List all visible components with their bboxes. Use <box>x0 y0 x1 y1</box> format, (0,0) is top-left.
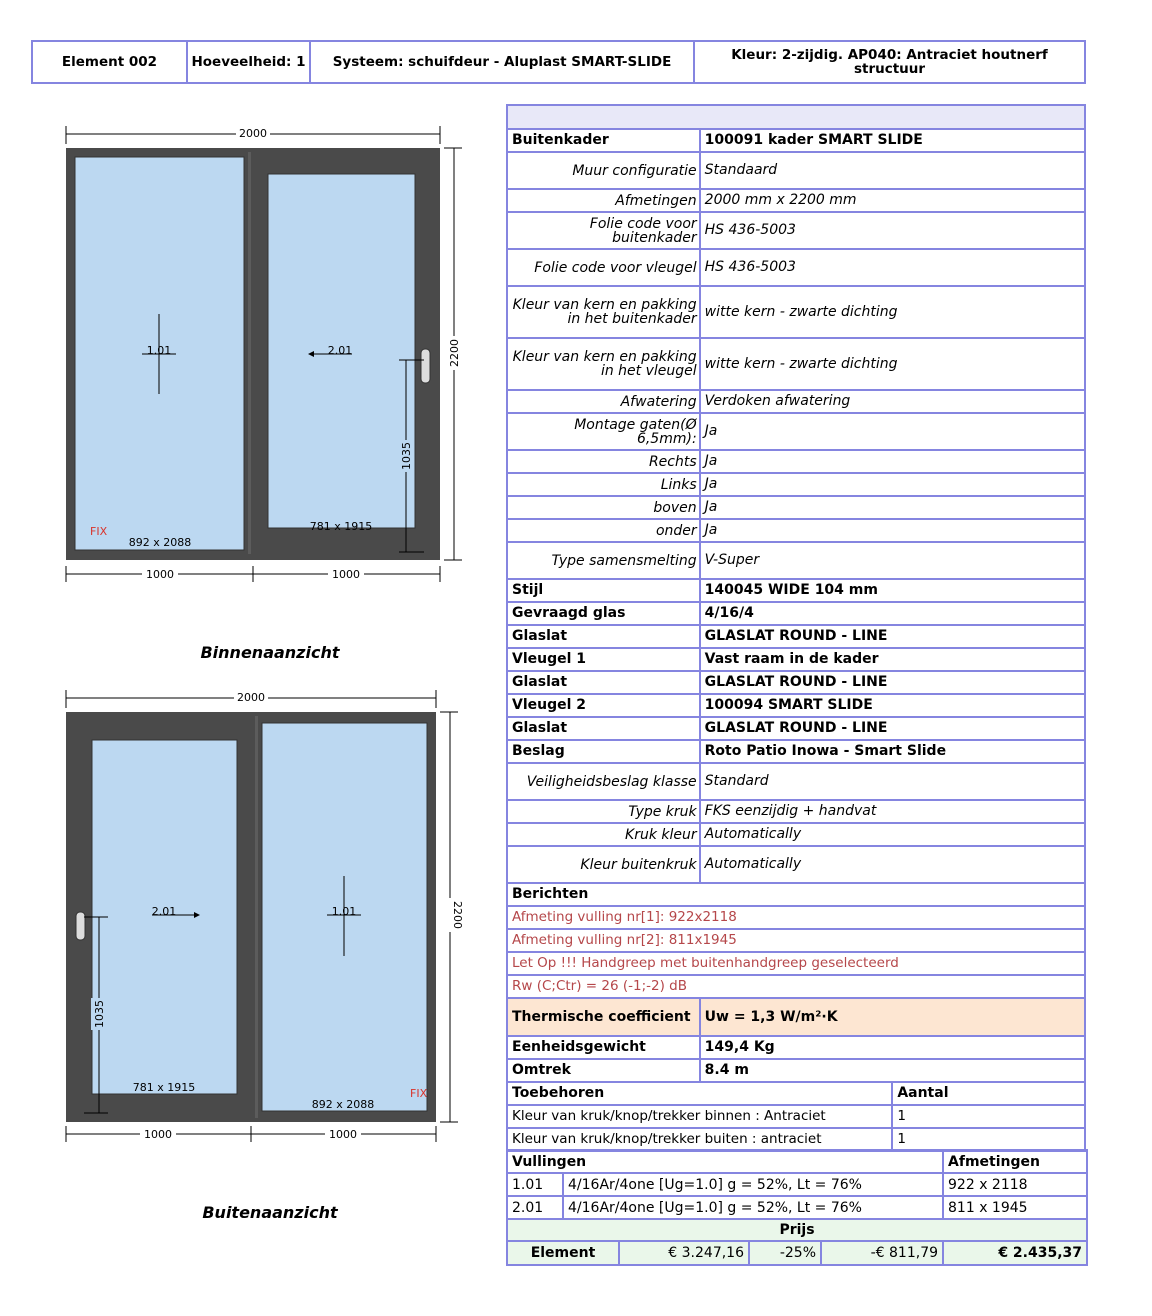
pane1-label: 2.01 <box>151 905 177 918</box>
message-text: Let Op !!! Handgreep met buitenhandgreep geselecteerd <box>507 952 1085 975</box>
spec-top-bar <box>507 105 1085 129</box>
pane2-label: 1.01 <box>331 905 357 918</box>
thermal-value: Uw = 1,3 W/m²·K <box>700 998 1085 1036</box>
spec-value: HS 436-5003 <box>700 249 1085 286</box>
spec-row <box>507 152 1085 189</box>
spec-row <box>507 249 1085 286</box>
spec-key: Type samensmelting <box>507 542 700 579</box>
spec-row <box>507 450 1085 473</box>
spec-row <box>507 671 1085 694</box>
filling-nr: 1.01 <box>507 1173 563 1196</box>
thermal-row <box>507 998 1085 1036</box>
spec-row <box>507 286 1085 338</box>
spec-value: 2000 mm x 2200 mm <box>700 189 1085 212</box>
handle-height: 1035 <box>93 1000 106 1028</box>
spec-row <box>507 496 1085 519</box>
message-text: Rw (C;Ctr) = 26 (-1;-2) dB <box>507 975 1085 998</box>
price-gross: € 3.247,16 <box>619 1241 749 1265</box>
handle-icon <box>76 912 85 940</box>
message-text: Afmeting vulling nr[2]: 811x1945 <box>507 929 1085 952</box>
pane2-label: 2.01 <box>327 344 353 357</box>
message-row <box>507 975 1085 998</box>
spec-value: witte kern - zwarte dichting <box>700 338 1085 390</box>
spec-row <box>507 648 1085 671</box>
filling-dim: 811 x 1945 <box>943 1196 1087 1219</box>
spec-value: Standaard <box>700 152 1085 189</box>
dim-right: 2200 <box>451 901 464 929</box>
spec-key: Kleur van kern en pakking in het vleugel <box>507 338 700 390</box>
spec-value: Automatically <box>700 823 1085 846</box>
spec-row <box>507 473 1085 496</box>
inner-view-caption: Binnenaanzicht <box>200 643 340 662</box>
pane2-size: 781 x 1915 <box>309 520 373 533</box>
spec-key: Folie code voor buitenkader <box>507 212 700 249</box>
element-id: Element 002 <box>33 42 188 82</box>
spec-row <box>507 413 1085 450</box>
thermal-key: Thermische coefficient <box>507 998 700 1036</box>
spec-row <box>507 846 1085 883</box>
spec-row <box>507 542 1085 579</box>
dim-bottom-left: 1000 <box>144 1128 172 1141</box>
spec-row <box>507 579 1085 602</box>
accessory-count: 1 <box>892 1128 1085 1151</box>
filling-dim: 922 x 2118 <box>943 1173 1087 1196</box>
spec-row <box>507 212 1085 249</box>
spec-value: HS 436-5003 <box>700 212 1085 249</box>
spec-value: Automatically <box>700 846 1085 883</box>
spec-value: 100094 SMART SLIDE <box>700 694 1085 717</box>
spec-value: Ja <box>700 519 1085 542</box>
spec-key: Beslag <box>507 740 700 763</box>
accessories-title: Toebehoren <box>507 1082 892 1105</box>
spec-value: V-Super <box>700 542 1085 579</box>
spec-value: 100091 kader SMART SLIDE <box>700 129 1085 152</box>
perimeter-key: Omtrek <box>507 1059 700 1082</box>
spec-row <box>507 800 1085 823</box>
spec-table <box>506 104 1086 1152</box>
spec-key: Stijl <box>507 579 700 602</box>
accessory-row <box>507 1128 1085 1151</box>
spec-value: Ja <box>700 496 1085 519</box>
spec-value: Ja <box>700 473 1085 496</box>
spec-value: GLASLAT ROUND - LINE <box>700 717 1085 740</box>
spec-row <box>507 189 1085 212</box>
fillings-dim-header: Afmetingen <box>943 1150 1087 1173</box>
spec-value: 140045 WIDE 104 mm <box>700 579 1085 602</box>
system: Systeem: schuifdeur - Aluplast SMART-SLIDE <box>311 42 695 82</box>
pane1-label: 1.01 <box>146 344 172 357</box>
spec-value: Verdoken afwatering <box>700 390 1085 413</box>
outer-view-drawing <box>40 686 470 1156</box>
dim-bottom-right: 1000 <box>329 1128 357 1141</box>
spec-value: 4/16/4 <box>700 602 1085 625</box>
message-text: Afmeting vulling nr[1]: 922x2118 <box>507 906 1085 929</box>
spec-key: Muur configuratie <box>507 152 700 189</box>
spec-key: Glaslat <box>507 717 700 740</box>
spec-key: Vleugel 2 <box>507 694 700 717</box>
fillings-title: Vullingen <box>507 1150 943 1173</box>
message-row <box>507 929 1085 952</box>
price-net: € 2.435,37 <box>943 1241 1087 1265</box>
price-row <box>507 1241 1087 1265</box>
spec-value: Standard <box>700 763 1085 800</box>
price-discount-amount: -€ 811,79 <box>821 1241 943 1265</box>
weight-key: Eenheidsgewicht <box>507 1036 700 1059</box>
spec-row <box>507 129 1085 152</box>
spec-row <box>507 717 1085 740</box>
spec-row <box>507 694 1085 717</box>
spec-key: Vleugel 1 <box>507 648 700 671</box>
filling-nr: 2.01 <box>507 1196 563 1219</box>
spec-row <box>507 602 1085 625</box>
price-title: Prijs <box>507 1219 1087 1241</box>
dim-bottom-right: 1000 <box>332 568 360 581</box>
spec-row <box>507 763 1085 800</box>
filling-row <box>507 1173 1087 1196</box>
quantity: Hoeveelheid: 1 <box>188 42 311 82</box>
spec-key: Glaslat <box>507 625 700 648</box>
outer-view-caption: Buitenaanzicht <box>202 1203 338 1222</box>
weight-row <box>507 1036 1085 1059</box>
spec-key: onder <box>507 519 700 542</box>
spec-value: Ja <box>700 413 1085 450</box>
spec-key: Kruk kleur <box>507 823 700 846</box>
pane2-size: 892 x 2088 <box>311 1098 375 1111</box>
spec-key: Glaslat <box>507 671 700 694</box>
color: Kleur: 2-zijdig. AP040: Antraciet houtnerf structuur <box>731 47 1048 77</box>
spec-row <box>507 519 1085 542</box>
accessory-name: Kleur van kruk/knop/trekker binnen : Antraciet <box>507 1105 892 1128</box>
spec-row <box>507 338 1085 390</box>
spec-value: GLASLAT ROUND - LINE <box>700 671 1085 694</box>
filling-desc: 4/16Ar/4one [Ug=1.0] g = 52%, Lt = 76% <box>563 1196 943 1219</box>
message-row <box>507 906 1085 929</box>
accessory-row <box>507 1105 1085 1128</box>
dim-bottom-left: 1000 <box>146 568 174 581</box>
spec-key: Buitenkader <box>507 129 700 152</box>
spec-key: Veiligheidsbeslag klasse <box>507 763 700 800</box>
spec-row <box>507 823 1085 846</box>
dim-right: 2200 <box>448 339 461 367</box>
messages-title: Berichten <box>507 883 1085 906</box>
spec-key: Rechts <box>507 450 700 473</box>
price-label: Element <box>507 1241 619 1265</box>
spec-key: boven <box>507 496 700 519</box>
pane1-size: 892 x 2088 <box>128 536 192 549</box>
dim-top: 2000 <box>237 691 265 704</box>
spec-value: FKS eenzijdig + handvat <box>700 800 1085 823</box>
message-row <box>507 952 1085 975</box>
spec-key: Folie code voor vleugel <box>507 249 700 286</box>
handle-height: 1035 <box>400 442 413 470</box>
spec-value: GLASLAT ROUND - LINE <box>700 625 1085 648</box>
perimeter-row <box>507 1059 1085 1082</box>
perimeter-value: 8.4 m <box>700 1059 1085 1082</box>
accessory-name: Kleur van kruk/knop/trekker buiten : antraciet <box>507 1128 892 1151</box>
inner-view-drawing <box>40 122 470 592</box>
accessory-count: 1 <box>892 1105 1085 1128</box>
filling-row <box>507 1196 1087 1219</box>
dim-top: 2000 <box>239 127 267 140</box>
weight-value: 149,4 Kg <box>700 1036 1085 1059</box>
spec-key: Links <box>507 473 700 496</box>
spec-key: Gevraagd glas <box>507 602 700 625</box>
spec-value: Vast raam in de kader <box>700 648 1085 671</box>
spec-key: Kleur van kern en pakking in het buitenkader <box>507 286 700 338</box>
spec-value: Ja <box>700 450 1085 473</box>
spec-row <box>507 740 1085 763</box>
accessories-header <box>507 1082 1085 1105</box>
pane1-size: 781 x 1915 <box>132 1081 196 1094</box>
fix-label: FIX <box>90 525 108 538</box>
spec-key: Afmetingen <box>507 189 700 212</box>
element-header <box>31 40 1086 84</box>
fix-label: FIX <box>410 1087 428 1100</box>
fillings-table <box>506 1149 1088 1266</box>
spec-value: Roto Patio Inowa - Smart Slide <box>700 740 1085 763</box>
messages-header <box>507 883 1085 906</box>
spec-value: witte kern - zwarte dichting <box>700 286 1085 338</box>
spec-key: Montage gaten(Ø 6,5mm): <box>507 413 700 450</box>
spec-key: Afwatering <box>507 390 700 413</box>
filling-desc: 4/16Ar/4one [Ug=1.0] g = 52%, Lt = 76% <box>563 1173 943 1196</box>
handle-icon <box>421 349 430 383</box>
price-discount: -25% <box>749 1241 821 1265</box>
spec-row <box>507 390 1085 413</box>
spec-key: Kleur buitenkruk <box>507 846 700 883</box>
accessories-count-header: Aantal <box>892 1082 1085 1105</box>
spec-key: Type kruk <box>507 800 700 823</box>
spec-row <box>507 625 1085 648</box>
